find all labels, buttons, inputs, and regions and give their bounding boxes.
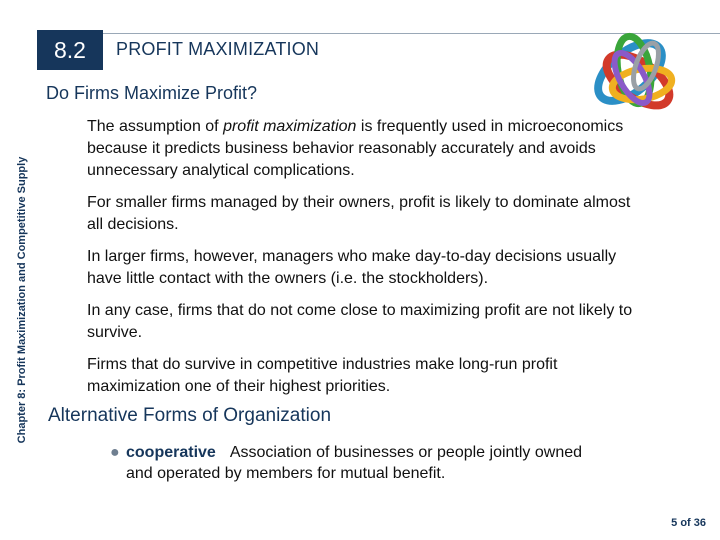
section-title: PROFIT MAXIMIZATION	[116, 39, 320, 59]
page-number: 5 of 36	[671, 517, 706, 529]
section-number: 8.2	[37, 30, 103, 70]
definition-text: Association of businesses or people jointly owned and operated by members for mutual benefit.	[126, 444, 583, 482]
p1-lead-text: The assumption of	[87, 118, 224, 135]
p1-trail-text: is frequently used in microeconomics because it predicts business behavior reasonably accurately and avoids unnecessary analytical complications.	[87, 118, 624, 179]
definition-term: cooperative	[126, 444, 216, 461]
alternative-forms-heading: Alternative Forms of Organization	[48, 405, 332, 426]
chapter-side-label: Chapter 8: Profit Maximization and Competitive Supply	[16, 156, 28, 444]
paragraph-priorities: Firms that do survive in competitive industries make long-run profit maximization one of their highest priorities.	[87, 356, 558, 395]
paragraph-larger-firms: In larger firms, however, managers who make day-to-day decisions usually have little contact with the owners (i.e. the stockholders).	[87, 248, 617, 287]
bullet-icon: ●	[110, 444, 120, 461]
p1-emphasis: profit maximization	[223, 118, 357, 135]
slide-heading: Do Firms Maximize Profit?	[46, 83, 258, 103]
paragraph-survival: In any case, firms that do not come close to maximizing profit are not likely to survive.	[87, 302, 633, 341]
paragraph-profit-assumption	[87, 116, 647, 182]
paragraph-smaller-firms: For smaller firms managed by their owners, profit is likely to dominate almost all decisions.	[87, 194, 631, 233]
cooperative-definition	[110, 442, 610, 484]
